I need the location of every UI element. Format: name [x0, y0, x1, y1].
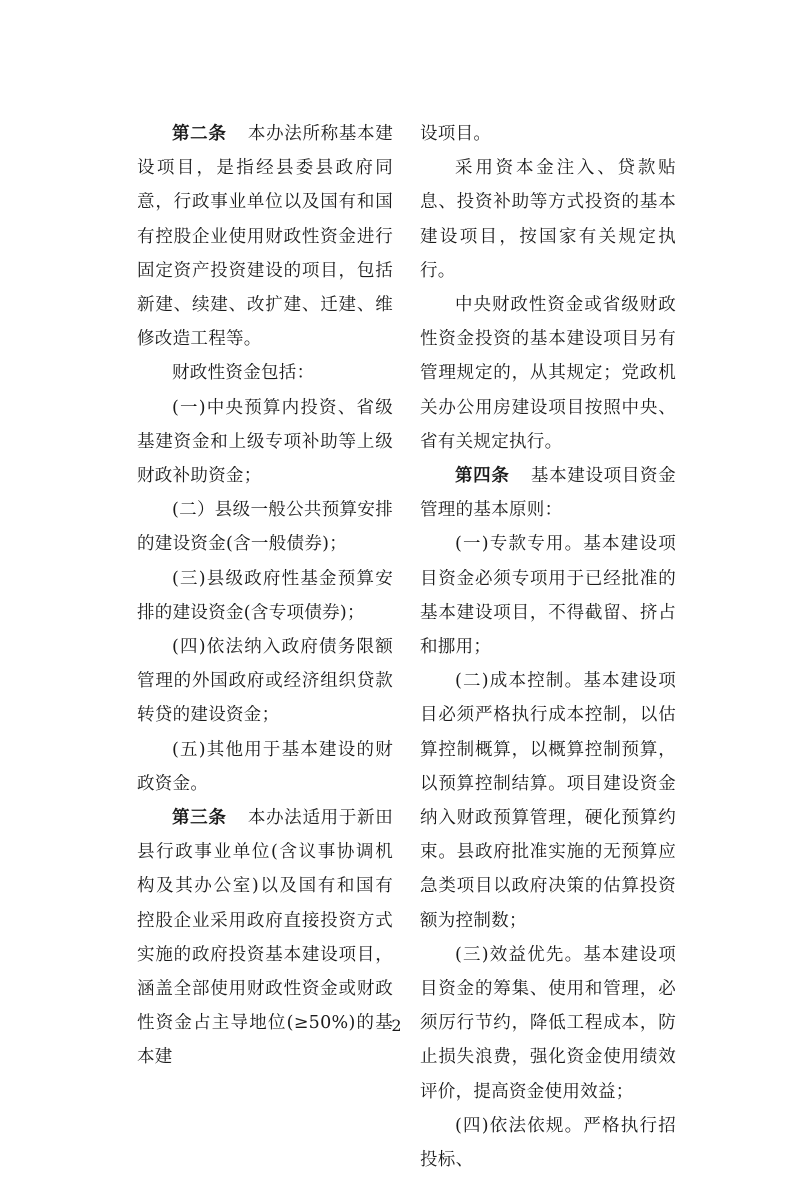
article-2 [137, 117, 393, 356]
paragraph: 采用资本金注入、贷款贴息、投资补助等方式投资的基本建设项目，按国家有关规定执行。 [420, 158, 676, 281]
paragraph: 中央财政性资金或省级财政性资金投资的基本建设项目另有管理规定的，从其规定；党政机关办公用房建设项目按照中央、省有关规定执行。 [420, 295, 676, 452]
paragraph: (五)其他用于基本建设的财政资金。 [137, 739, 393, 794]
continued-paragraph: 设项目。 [420, 124, 492, 144]
article-label: 第三条 [172, 808, 227, 829]
article-4 [420, 459, 676, 527]
article-text: 本办法适用于新田县行政事业单位(含议事协调机构及其办公室)以及国有和国有控股企业采用政府直接投资方式实施的政府投资基本建设项目，涵盖全部使用财政性资金或财政性资金占主导地位(≥50%)的基本建 [137, 808, 393, 1068]
paragraph: (四)依法依规。严格执行招投标、 [420, 1115, 676, 1171]
paragraph: (一)中央预算内投资、省级基建资金和上级专项补助等上级财政补助资金； [137, 397, 393, 487]
paragraph: 财政性资金包括： [172, 363, 315, 384]
article-text: 基本建设项目资金管理的基本原则： [420, 466, 676, 521]
page-number: 2 [391, 1016, 402, 1035]
paragraph: (二)成本控制。基本建设项目必须严格执行成本控制，以估算控制概算，以概算控制预算，以预算控制结算。项目建设资金纳入财政预算管理，硬化预算约束。县政府批准实施的无预算应急类项目以政府决策的估算投资额为控制数； [420, 671, 676, 931]
left-column [137, 117, 393, 1075]
article-label: 第二条 [172, 124, 227, 144]
article-label: 第四条 [455, 466, 510, 487]
paragraph: (三)效益优先。基本建设项目资金的筹集、使用和管理，必须厉行节约，降低工程成本，防止损失浪费，强化资金使用绩效评价，提高资金使用效益； [420, 944, 676, 1102]
paragraph: (四)依法纳入政府债务限额管理的外国政府或经济组织贷款转贷的建设资金； [137, 637, 393, 726]
paragraph: (一)专款专用。基本建设项目资金必须专项用于已经批准的基本建设项目，不得截留、挤占和挪用； [420, 534, 676, 658]
paragraph: (三)县级政府性基金预算安排的建设资金(含专项债券)； [137, 568, 393, 623]
paragraph: (二）县级一般公共预算安排的建设资金(含一般债券)； [137, 500, 393, 555]
article-text: 本办法所称基本建设项目，是指经县委县政府同意，行政事业单位以及国有和国有控股企业使用财政性资金进行固定资产投资建设的项目，包括新建、续建、改扩建、迁建、维修改造工程等。 [137, 124, 393, 350]
